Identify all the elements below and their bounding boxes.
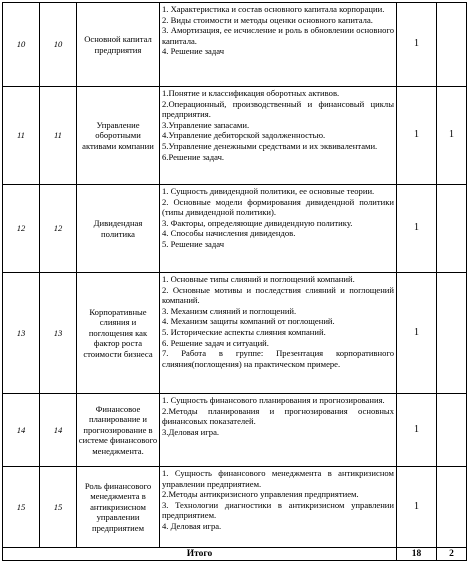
row-number: 12 [3,185,40,273]
table-row [3,185,467,273]
topic-item: 3.Деловая игра. [162,426,220,437]
topic-number: 11 [40,87,77,185]
row-number: 15 [3,467,40,548]
topic-item: 7. Работа в группе: Презентация корпоративного слияния(поглощения) на практическом примере. [162,348,394,369]
topic-title: Финансовое планирование и прогнозирование в системе финансового менеджмента. [77,394,160,467]
topic-number: 13 [40,273,77,394]
topic-item: 1. Сущность дивидендной политики, ее основные теории. [162,186,375,196]
topic-title: Основной капитал предприятия [77,3,160,87]
topic-item: 4. Способы начисления дивидендов. [162,228,296,239]
topic-item: 4. Решение задач [162,46,225,57]
topic-item: 4.Управление дебиторской задолженностью. [162,130,326,141]
topic-content [160,185,397,273]
topic-item: 3. Технологии диагностики в антикризисном управлении предприятием. [162,499,394,521]
topic-item: 2. Виды стоимости и методы оценки основного капитала. [162,14,373,25]
curriculum-table [2,2,467,561]
topic-content [160,394,397,467]
topic-number: 15 [40,467,77,548]
hours-count: 1 [397,185,437,273]
row-number: 11 [3,87,40,185]
topic-content [160,273,397,394]
extra-hours-count [437,467,467,548]
row-number: 10 [3,3,40,87]
topic-item: 1. Характеристика и состав основного капитала корпорации. [162,4,385,14]
table-body [3,3,467,561]
topic-item: 5. Исторические аспекты слияния компаний. [162,326,326,337]
topic-title: Управление оборотными активами компании [77,87,160,185]
topic-item: 5. Решение задач [162,238,225,249]
table-row [3,394,467,467]
topic-item: 3. Амортизация, ее исчисление и роль в обновлении основного капитала. [162,25,394,46]
total-extra-hours: 2 [437,548,467,561]
row-number: 13 [3,273,40,394]
table-row [3,87,467,185]
extra-hours-count [437,394,467,467]
table-row [3,467,467,548]
topic-item: 2. Основные модели формирования дивидендной политики (типы дивидендной политики). [162,196,394,218]
topic-item: 2.Методы антикризисного управления предприятием. [162,489,359,500]
extra-hours-count [437,185,467,273]
topic-content [160,87,397,185]
topic-number: 10 [40,3,77,87]
hours-count: 1 [397,273,437,394]
topic-item: 2.Операционный, производственный и финансовый циклы предприятия. [162,98,394,120]
topic-item: 3.Управление запасами. [162,119,250,130]
hours-count: 1 [397,394,437,467]
hours-count: 1 [397,467,437,548]
topic-item: 4. Деловая игра. [162,520,222,531]
topic-title: Роль финансового менеджмента в антикризисном управлении предприятием [77,467,160,548]
topic-item: 1. Основные типы слияний и поглощений компаний. [162,274,355,284]
topic-content [160,467,397,548]
topic-item: 1. Сущность финансового планирования и прогнозирования. [162,395,385,405]
topic-item: 2.Методы планирования и прогнозирования основных финансовых показателей. [162,405,394,427]
topic-item: 1.Понятие и классификация оборотных активов. [162,88,340,98]
topic-title: Дивидендная политика [77,185,160,273]
extra-hours-count: 1 [437,87,467,185]
extra-hours-count [437,3,467,87]
total-hours: 18 [397,548,437,561]
hours-count: 1 [397,3,437,87]
topic-content [160,3,397,87]
extra-hours-count [437,273,467,394]
topic-item: 5.Управление денежными средствами и их эквивалентами. [162,140,378,151]
topic-item: 6. Решение задач и ситуаций. [162,337,269,348]
topic-item: 2. Основные мотивы и последствия слияний и поглощений компаний. [162,284,394,306]
topic-item: 6.Решение задач. [162,151,225,162]
hours-count: 1 [397,87,437,185]
table-row [3,3,467,87]
topic-item: 1. Сущность финансового менеджмента в антикризисном управлении предприятием. [162,468,394,489]
topic-item: 3. Механизм слияний и поглощений. [162,305,297,316]
topic-item: 4. Механизм защиты компаний от поглощений. [162,316,335,327]
topic-number: 12 [40,185,77,273]
topic-title: Корпоративные слияния и поглощения как фактор роста стоимости бизнеса [77,273,160,394]
topic-item: 3. Факторы, определяющие дивидендную политику. [162,217,353,228]
total-label: Итого [3,548,397,561]
row-number: 14 [3,394,40,467]
topic-number: 14 [40,394,77,467]
table-row [3,273,467,394]
